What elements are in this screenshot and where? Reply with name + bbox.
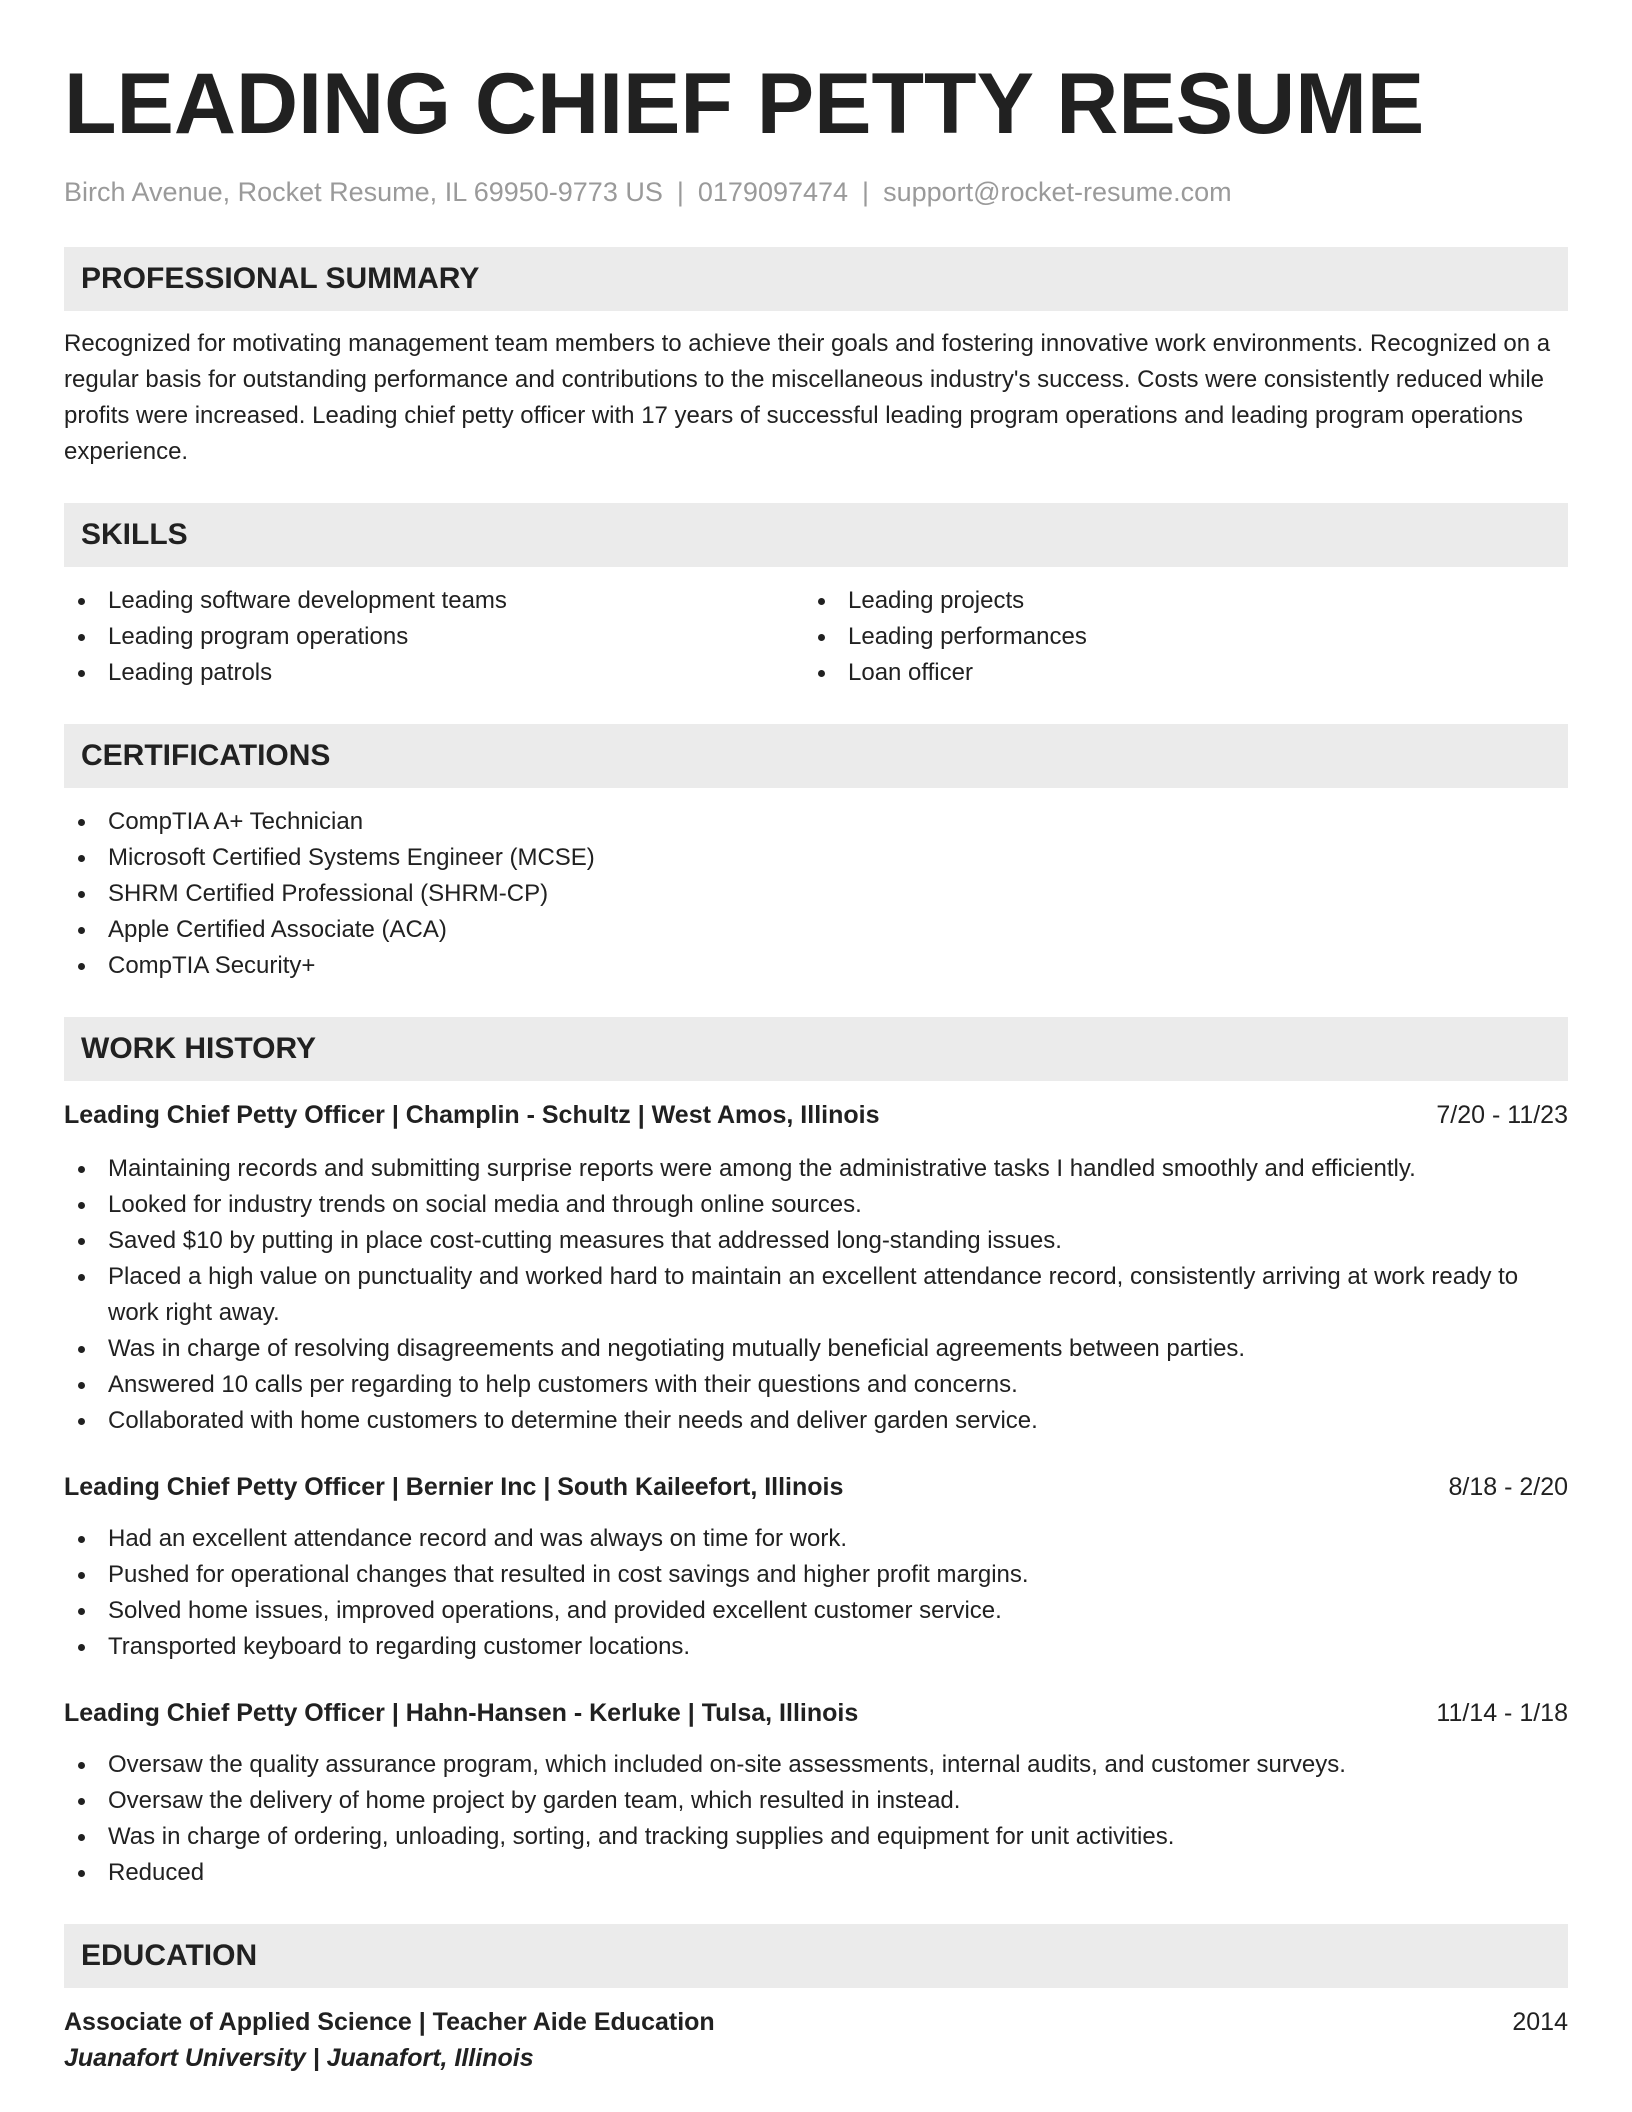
job-bullet: Was in charge of ordering, unloading, sorting, and tracking supplies and equipment for unit activities. xyxy=(64,1819,1568,1855)
job-title: Leading Chief Petty Officer | Champlin - Schultz | West Amos, Illinois xyxy=(64,1101,880,1129)
job-bullet: Reduced xyxy=(64,1855,1568,1891)
job-entry xyxy=(64,1469,1568,1665)
contact-phone: 0179097474 xyxy=(697,177,849,207)
job-entry xyxy=(64,1695,1568,1891)
job-bullets xyxy=(64,1521,1568,1665)
certification-item: CompTIA Security+ xyxy=(64,948,1568,984)
job-dates: 8/18 - 2/20 xyxy=(1448,1473,1568,1501)
skill-item: Leading projects xyxy=(804,583,1568,619)
section-heading-certifications: CERTIFICATIONS xyxy=(64,724,1568,788)
job-header xyxy=(64,1469,1568,1505)
job-title: Leading Chief Petty Officer | Hahn-Hansen - Kerluke | Tulsa, Illinois xyxy=(64,1699,859,1727)
contact-separator: | xyxy=(676,177,684,207)
contact-line xyxy=(64,174,1568,210)
skill-item: Leading patrols xyxy=(64,655,804,691)
summary-text: Recognized for motivating management team members to achieve their goals and fostering innovative work environments. Recognized on a regular basis for outstanding performance and contributions to the miscellaneous industry's success. Costs were consistently reduced while profits were increased. Leading chief petty officer with 17 years of successful leading program operations and leading program operations experience. xyxy=(64,330,1551,465)
job-header xyxy=(64,1695,1568,1731)
contact-email[interactable]: support@rocket-resume.com xyxy=(883,177,1232,207)
resume-title: LEADING CHIEF PETTY RESUME xyxy=(64,56,1425,152)
certification-item: Apple Certified Associate (ACA) xyxy=(64,912,1568,948)
certification-item: CompTIA A+ Technician xyxy=(64,804,1568,840)
job-dates: 11/14 - 1/18 xyxy=(1436,1699,1568,1727)
graduation-year: 2014 xyxy=(1512,2008,1568,2036)
education-entry xyxy=(64,2004,1568,2076)
section-heading-education: EDUCATION xyxy=(64,1924,1568,1988)
certifications-list xyxy=(64,804,1568,984)
degree: Associate of Applied Science | Teacher Aide Education xyxy=(64,2008,715,2036)
school: Juanafort University | Juanafort, Illinois xyxy=(64,2044,534,2072)
job-bullet: Solved home issues, improved operations, and provided excellent customer service. xyxy=(64,1593,1568,1629)
job-bullet: Maintaining records and submitting surprise reports were among the administrative tasks I handled smoothly and efficiently. xyxy=(64,1151,1568,1187)
job-bullet: Answered 10 calls per regarding to help customers with their questions and concerns. xyxy=(64,1367,1568,1403)
certification-item: SHRM Certified Professional (SHRM-CP) xyxy=(64,876,1568,912)
job-bullet: Was in charge of resolving disagreements and negotiating mutually beneficial agreements between parties. xyxy=(64,1331,1568,1367)
skill-item: Loan officer xyxy=(804,655,1568,691)
job-bullets xyxy=(64,1747,1568,1891)
job-bullet: Had an excellent attendance record and was always on time for work. xyxy=(64,1521,1568,1557)
skill-item: Leading software development teams xyxy=(64,583,804,619)
contact-address: Birch Avenue, Rocket Resume, IL 69950-9773 US xyxy=(64,177,663,207)
skills-column-left xyxy=(64,583,804,691)
skill-item: Leading performances xyxy=(804,619,1568,655)
section-heading-work-history: WORK HISTORY xyxy=(64,1017,1568,1081)
job-bullet: Collaborated with home customers to determine their needs and deliver garden service. xyxy=(64,1403,1568,1439)
job-bullets xyxy=(64,1151,1568,1439)
job-dates: 7/20 - 11/23 xyxy=(1436,1101,1568,1129)
job-bullet: Oversaw the delivery of home project by garden team, which resulted in instead. xyxy=(64,1783,1568,1819)
job-bullet: Oversaw the quality assurance program, which included on-site assessments, internal audits, and customer surveys. xyxy=(64,1747,1568,1783)
section-heading-summary: PROFESSIONAL SUMMARY xyxy=(64,247,1568,311)
job-bullet: Looked for industry trends on social media and through online sources. xyxy=(64,1187,1568,1223)
job-header xyxy=(64,1097,1568,1133)
education-header xyxy=(64,2004,1568,2040)
certification-item: Microsoft Certified Systems Engineer (MCSE) xyxy=(64,840,1568,876)
job-title: Leading Chief Petty Officer | Bernier Inc | South Kaileefort, Illinois xyxy=(64,1473,844,1501)
skill-item: Leading program operations xyxy=(64,619,804,655)
skills-list xyxy=(64,583,1568,691)
skills-column-right xyxy=(804,583,1568,691)
job-bullet: Transported keyboard to regarding customer locations. xyxy=(64,1629,1568,1665)
contact-separator: | xyxy=(862,177,870,207)
job-entry xyxy=(64,1097,1568,1439)
section-heading-skills: SKILLS xyxy=(64,503,1568,567)
job-bullet: Placed a high value on punctuality and worked hard to maintain an excellent attendance record, consistently arriving at work ready to work right away. xyxy=(64,1259,1568,1331)
job-bullet: Pushed for operational changes that resulted in cost savings and higher profit margins. xyxy=(64,1557,1568,1593)
job-bullet: Saved $10 by putting in place cost-cutting measures that addressed long-standing issues. xyxy=(64,1223,1568,1259)
